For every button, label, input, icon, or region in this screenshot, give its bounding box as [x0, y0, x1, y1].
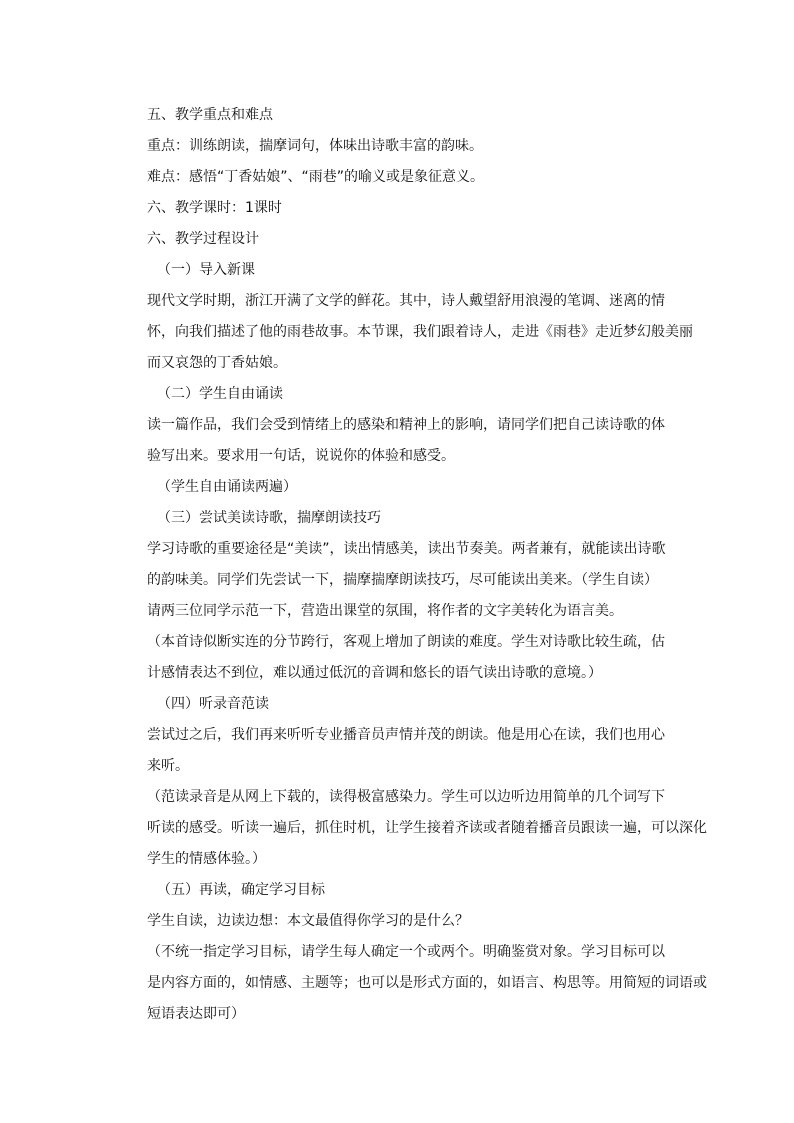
- paragraph-listen-line-2: 来听。: [147, 758, 189, 774]
- subheading-beautiful-reading: （三）尝试美读诗歌，揣摩朗读技巧: [157, 510, 381, 526]
- paragraph-goal-note-line-2: 是内容方面的，如情感、主题等；也可以是形式方面的，如语言、构思等。用简短的词语或: [147, 975, 707, 991]
- difficult-point-text: 难点：感悟“丁香姑娘”、“雨巷”的喻义或是象征意义。: [147, 169, 485, 185]
- section-heading-process: 六、教学过程设计: [147, 231, 259, 247]
- paragraph-intro-line-2: 怀，向我们描述了他的雨巷故事。本节课，我们跟着诗人，走进《雨巷》走近梦幻般美丽: [147, 324, 693, 340]
- paragraph-intro-line-3: 而又哀怨的丁香姑娘。: [147, 355, 287, 371]
- paragraph-free-reading-line-2: 验写出来。要求用一句话，说说你的体验和感受。: [147, 448, 455, 464]
- subheading-free-reading: （二）学生自由诵读: [157, 386, 283, 402]
- paragraph-recording-note-line-2: 听读的感受。听读一遍后，抓住时机，让学生接着齐读或者随着播音员跟读一遍，可以深化: [147, 820, 707, 836]
- paragraph-goal-note-line-1: （不统一指定学习目标，请学生每人确定一个或两个。明确鉴赏对象。学习目标可以: [147, 944, 665, 960]
- paragraph-recording-note-line-3: 学生的情感体验。）: [147, 851, 266, 867]
- subheading-listen-recording: （四）听录音范读: [157, 696, 269, 712]
- paragraph-recording-note-line-1: （范读录音是从网上下载的，读得极富感染力。学生可以边听边用简单的几个词写下: [147, 789, 665, 805]
- paragraph-reread-line-1: 学生自读，边读边想：本文最值得你学习的是什么？: [147, 913, 469, 929]
- subheading-reread: （五）再读，确定学习目标: [157, 882, 325, 898]
- subheading-intro: （一）导入新课: [157, 262, 255, 278]
- paragraph-free-reading-line-1: 读一篇作品，我们会受到情绪上的感染和精神上的影响，请同学们把自己读诗歌的体: [147, 417, 665, 433]
- paragraph-intro-line-1: 现代文学时期，浙江开满了文学的鲜花。其中，诗人戴望舒用浪漫的笔调、迷离的情: [147, 293, 665, 309]
- paragraph-beautiful-reading-line-1: 学习诗歌的重要途径是“美读”，读出情感美，读出节奏美。两者兼有，就能读出诗歌: [147, 541, 666, 557]
- section-heading-key-points: 五、教学重点和难点: [147, 107, 273, 123]
- document-body: [147, 100, 707, 1030]
- paragraph-note-line-1: （本首诗似断实连的分节跨行，客观上增加了朗读的难度。学生对诗歌比较生疏，估: [147, 634, 665, 650]
- key-point-text: 重点：训练朗读，揣摩词句，体味出诗歌丰富的韵味。: [147, 138, 483, 154]
- paragraph-demo-reading: 请两三位同学示范一下，营造出课堂的氛围，将作者的文字美转化为语言美。: [147, 603, 623, 619]
- note-free-reading: （学生自由诵读两遍）: [157, 479, 297, 495]
- paragraph-listen-line-1: 尝试过之后，我们再来听听专业播音员声情并茂的朗读。他是用心在读，我们也用心: [147, 727, 665, 743]
- paragraph-beautiful-reading-line-2: 的韵味美。同学们先尝试一下，揣摩揣摩朗读技巧，尽可能读出美来。（学生自读）: [147, 572, 658, 588]
- paragraph-goal-note-line-3: 短语表达即可）: [147, 1006, 245, 1022]
- class-hours-text: 六、教学课时：1课时: [147, 200, 282, 216]
- paragraph-note-line-2: 计感情表达不到位，难以通过低沉的音调和悠长的语气读出诗歌的意境。）: [147, 665, 602, 681]
